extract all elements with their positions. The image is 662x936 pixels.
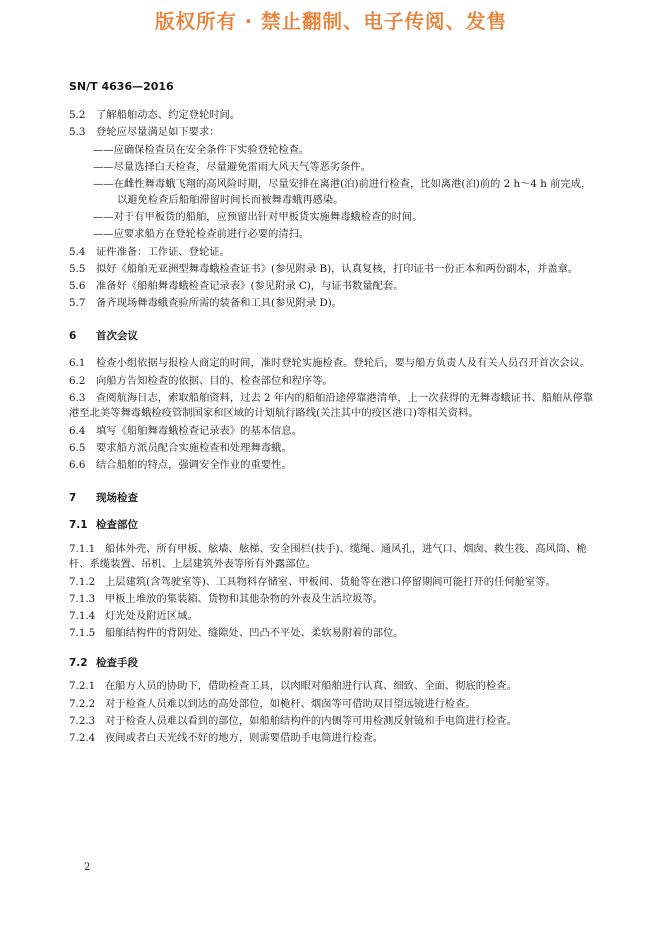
clause-number: 7.2.3 [69, 714, 96, 727]
clause-text: 检查小组依据与报检人商定的时间，准时登轮实施检查。登轮后，要与船方负责人及有关人员召开首次会议。 [96, 357, 591, 370]
heading-number: 6 [69, 329, 77, 342]
dash-item: ——应确保检查员在安全条件下实验登轮检查。 [93, 143, 310, 156]
clause-text: 拟好《船舶无亚洲型舞毒蛾检查证书》(参见附录 B)，认真复核，打印证书一份正本和两份副本，并盖章。 [96, 262, 579, 275]
clause-number: 7.1.4 [69, 610, 96, 623]
clause-number: 6.3 [69, 391, 86, 404]
clause-number: 5.2 [69, 109, 86, 121]
clause-text: 上层建筑(含驾驶室等)、工具物料存储室、甲板间、货舱等在港口停留期间可能打开的任何舱室等。 [105, 575, 556, 588]
clause-text: 对于检查人员难以看到的部位，如船舶结构件的内侧等可用检测反射镜和手电筒进行检查。 [105, 714, 517, 727]
clause-text: 甲板上堆放的集装箱、货物和其他杂物的外表及生活垃圾等。 [105, 592, 384, 605]
clause [69, 296, 599, 312]
subsection-heading [69, 518, 599, 534]
heading-title: 检查部位 [96, 519, 138, 532]
clause-text: 要求船方派员配合实施检查和处理舞毒蛾。 [96, 442, 292, 454]
clause-text: 对于检查人员难以到达的高处部位，如桅杆、烟囱等可借助双目望远镜进行检查。 [105, 697, 476, 710]
clause-text: 备齐现场舞毒蛾查验所需的装备和工具(参见附录 D)。 [96, 297, 343, 310]
clause [69, 374, 599, 390]
heading-title: 首次会议 [96, 329, 138, 342]
dash-item: ——应要求船方在登轮检查前进行必要的清扫。 [93, 228, 310, 241]
clause [69, 609, 599, 625]
clause [69, 125, 599, 141]
clause-number: 7.1.3 [69, 592, 96, 605]
clause-text: 船体外壳、所有甲板、舷墙、舷梯、安全围栏(扶手)、缆绳、通风孔，进气口、烟囱、救生筏、高风筒、桅杆、系缆装置、吊机、上层建筑外表等所有外露部位。 [69, 542, 587, 571]
dash-item: ——对于有甲板货的船舶，应预留出针对甲板货实施舞毒蛾检查的时间。 [93, 211, 423, 223]
clause [69, 108, 599, 124]
clause-text: 了解船舶动态、约定登轮时间。 [96, 109, 241, 121]
clause [69, 592, 599, 608]
clause-text: 填写《船舶舞毒蛾检查记录表》的基本信息。 [96, 424, 302, 437]
clause-text: 船舶结构件的背阴处、缝隙处、凹凸不平处、柔软易附着的部位。 [105, 627, 404, 640]
standard-number: SN/T 4636—2016 [69, 80, 174, 93]
clause-number: 5.4 [69, 245, 86, 258]
clause [69, 391, 599, 422]
clause-number: 7.1.1 [69, 542, 96, 555]
clause [69, 424, 599, 440]
clause [69, 279, 599, 295]
heading-number: 7.1 [69, 519, 88, 532]
clause-text: 在船方人员的协助下，借助检查工具，以肉眼对船舶进行认真、细致、全面、彻底的检查。 [105, 680, 517, 693]
clause-number: 6.4 [69, 424, 86, 437]
clause-number: 6.1 [69, 357, 86, 370]
clause-number: 7.2.2 [69, 697, 96, 710]
clause [69, 441, 599, 457]
clause-number: 7.2.4 [69, 732, 96, 745]
clause-text: 证件准备：工作证、登轮证。 [96, 245, 230, 258]
subsection-heading [69, 656, 599, 672]
dash-item: ——尽量选择白天检查，尽量避免雷雨大风天气等恶劣条件。 [93, 160, 372, 173]
heading-number: 7.2 [69, 656, 88, 669]
clause-number: 7.1.5 [69, 627, 96, 640]
clause-text: 灯光处及附近区域。 [105, 610, 198, 623]
clause-text: 结合船舶的特点，强调安全作业的重要性。 [96, 459, 292, 472]
clause [69, 626, 599, 642]
clause-text: 夜间或者白天光线不好的地方，则需要借助手电筒进行检查。 [105, 732, 384, 745]
clause [69, 458, 599, 474]
section-heading [69, 329, 599, 345]
copyright-watermark: 版权所有 · 禁止翻制、电子传阅、发售 [155, 10, 507, 33]
clause [69, 697, 599, 713]
clause-text: 登轮应尽量满足如下要求： [96, 126, 220, 139]
clause-number: 5.3 [69, 126, 86, 139]
clause [69, 731, 599, 747]
clause [69, 542, 599, 573]
dash-item: ——在雌性舞毒蛾飞翔的高风险时期，尽量安排在离港(泊)前进行检查，比如离港(泊)前的 2 h～4 h 前完成，以避免检查后船舶滞留时间长而被舞毒蛾再感染。 [93, 178, 592, 206]
clause-number: 5.7 [69, 297, 86, 310]
page-number: 2 [84, 862, 91, 873]
heading-title: 现场检查 [96, 491, 138, 504]
clause-number: 6.2 [69, 374, 86, 387]
clause-number: 7.2.1 [69, 680, 96, 693]
heading-title: 检查手段 [96, 656, 138, 669]
clause-number: 6.5 [69, 442, 86, 454]
clause-text: 向船方告知检查的依据、目的、检查部位和程序等。 [96, 374, 333, 387]
clause-text: 准备好《船舶舞毒蛾检查记录表》(参见附录 C)，与证书数量配套。 [96, 280, 404, 293]
clause [69, 714, 599, 730]
clause-number: 5.5 [69, 262, 86, 275]
clause-number: 5.6 [69, 280, 86, 293]
clause-text: 查阅航海日志，索取船舶资料，过去 2 年内的船舶沿途停靠港清单，上一次获得的无舞毒蛾证书、船舶从停靠港至北美等舞毒蛾检疫管制国家和区域的计划航行路线(关注其中的疫区港口)等相关资料。 [69, 391, 594, 420]
heading-number: 7 [69, 491, 77, 504]
clause [69, 262, 599, 278]
clause-number: 6.6 [69, 459, 86, 472]
clause [69, 679, 599, 695]
clause [69, 245, 599, 261]
clause-number: 7.1.2 [69, 575, 96, 588]
document-body [69, 108, 599, 748]
section-heading [69, 491, 599, 507]
clause [69, 356, 599, 372]
clause [69, 575, 599, 591]
